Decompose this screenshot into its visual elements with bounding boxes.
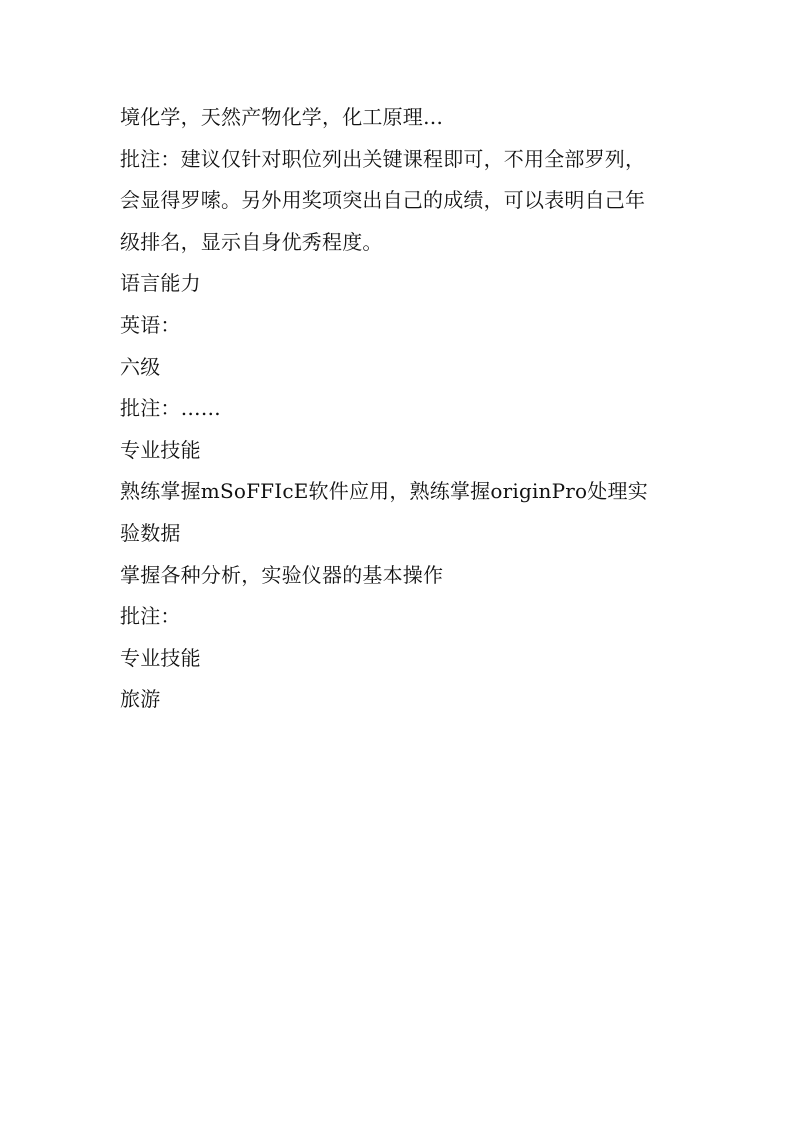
english-label: 英语： (120, 312, 181, 337)
english-level: 六级 (120, 354, 161, 379)
course-list-line: 境化学，天然产物化学，化工原理… (120, 105, 444, 129)
skills-line-2: 验数据 (120, 520, 181, 545)
skills-line-3: 掌握各种分析，实验仪器的基本操作 (120, 562, 444, 587)
annotation-line-2: 会显得罗嗦。另外用奖项突出自己的成绩，可以表明自己年 (120, 188, 646, 213)
section-heading-skills: 专业技能 (120, 437, 201, 462)
skills-line-1: 熟练掌握mSoFFIcE软件应用，熟练掌握originPro处理实 (120, 479, 648, 504)
skills-annotation: 批注： (120, 604, 181, 629)
document-body (120, 97, 680, 721)
hobby-travel: 旅游 (120, 687, 161, 712)
annotation-line-3: 级排名，显示自身优秀程度。 (120, 229, 383, 254)
language-annotation: 批注：…… (120, 396, 221, 421)
section-heading-language: 语言能力 (120, 271, 201, 296)
section-heading-skills-repeat: 专业技能 (120, 645, 201, 670)
annotation-line-1: 批注：建议仅针对职位列出关键课程即可，不用全部罗列， (120, 146, 646, 171)
